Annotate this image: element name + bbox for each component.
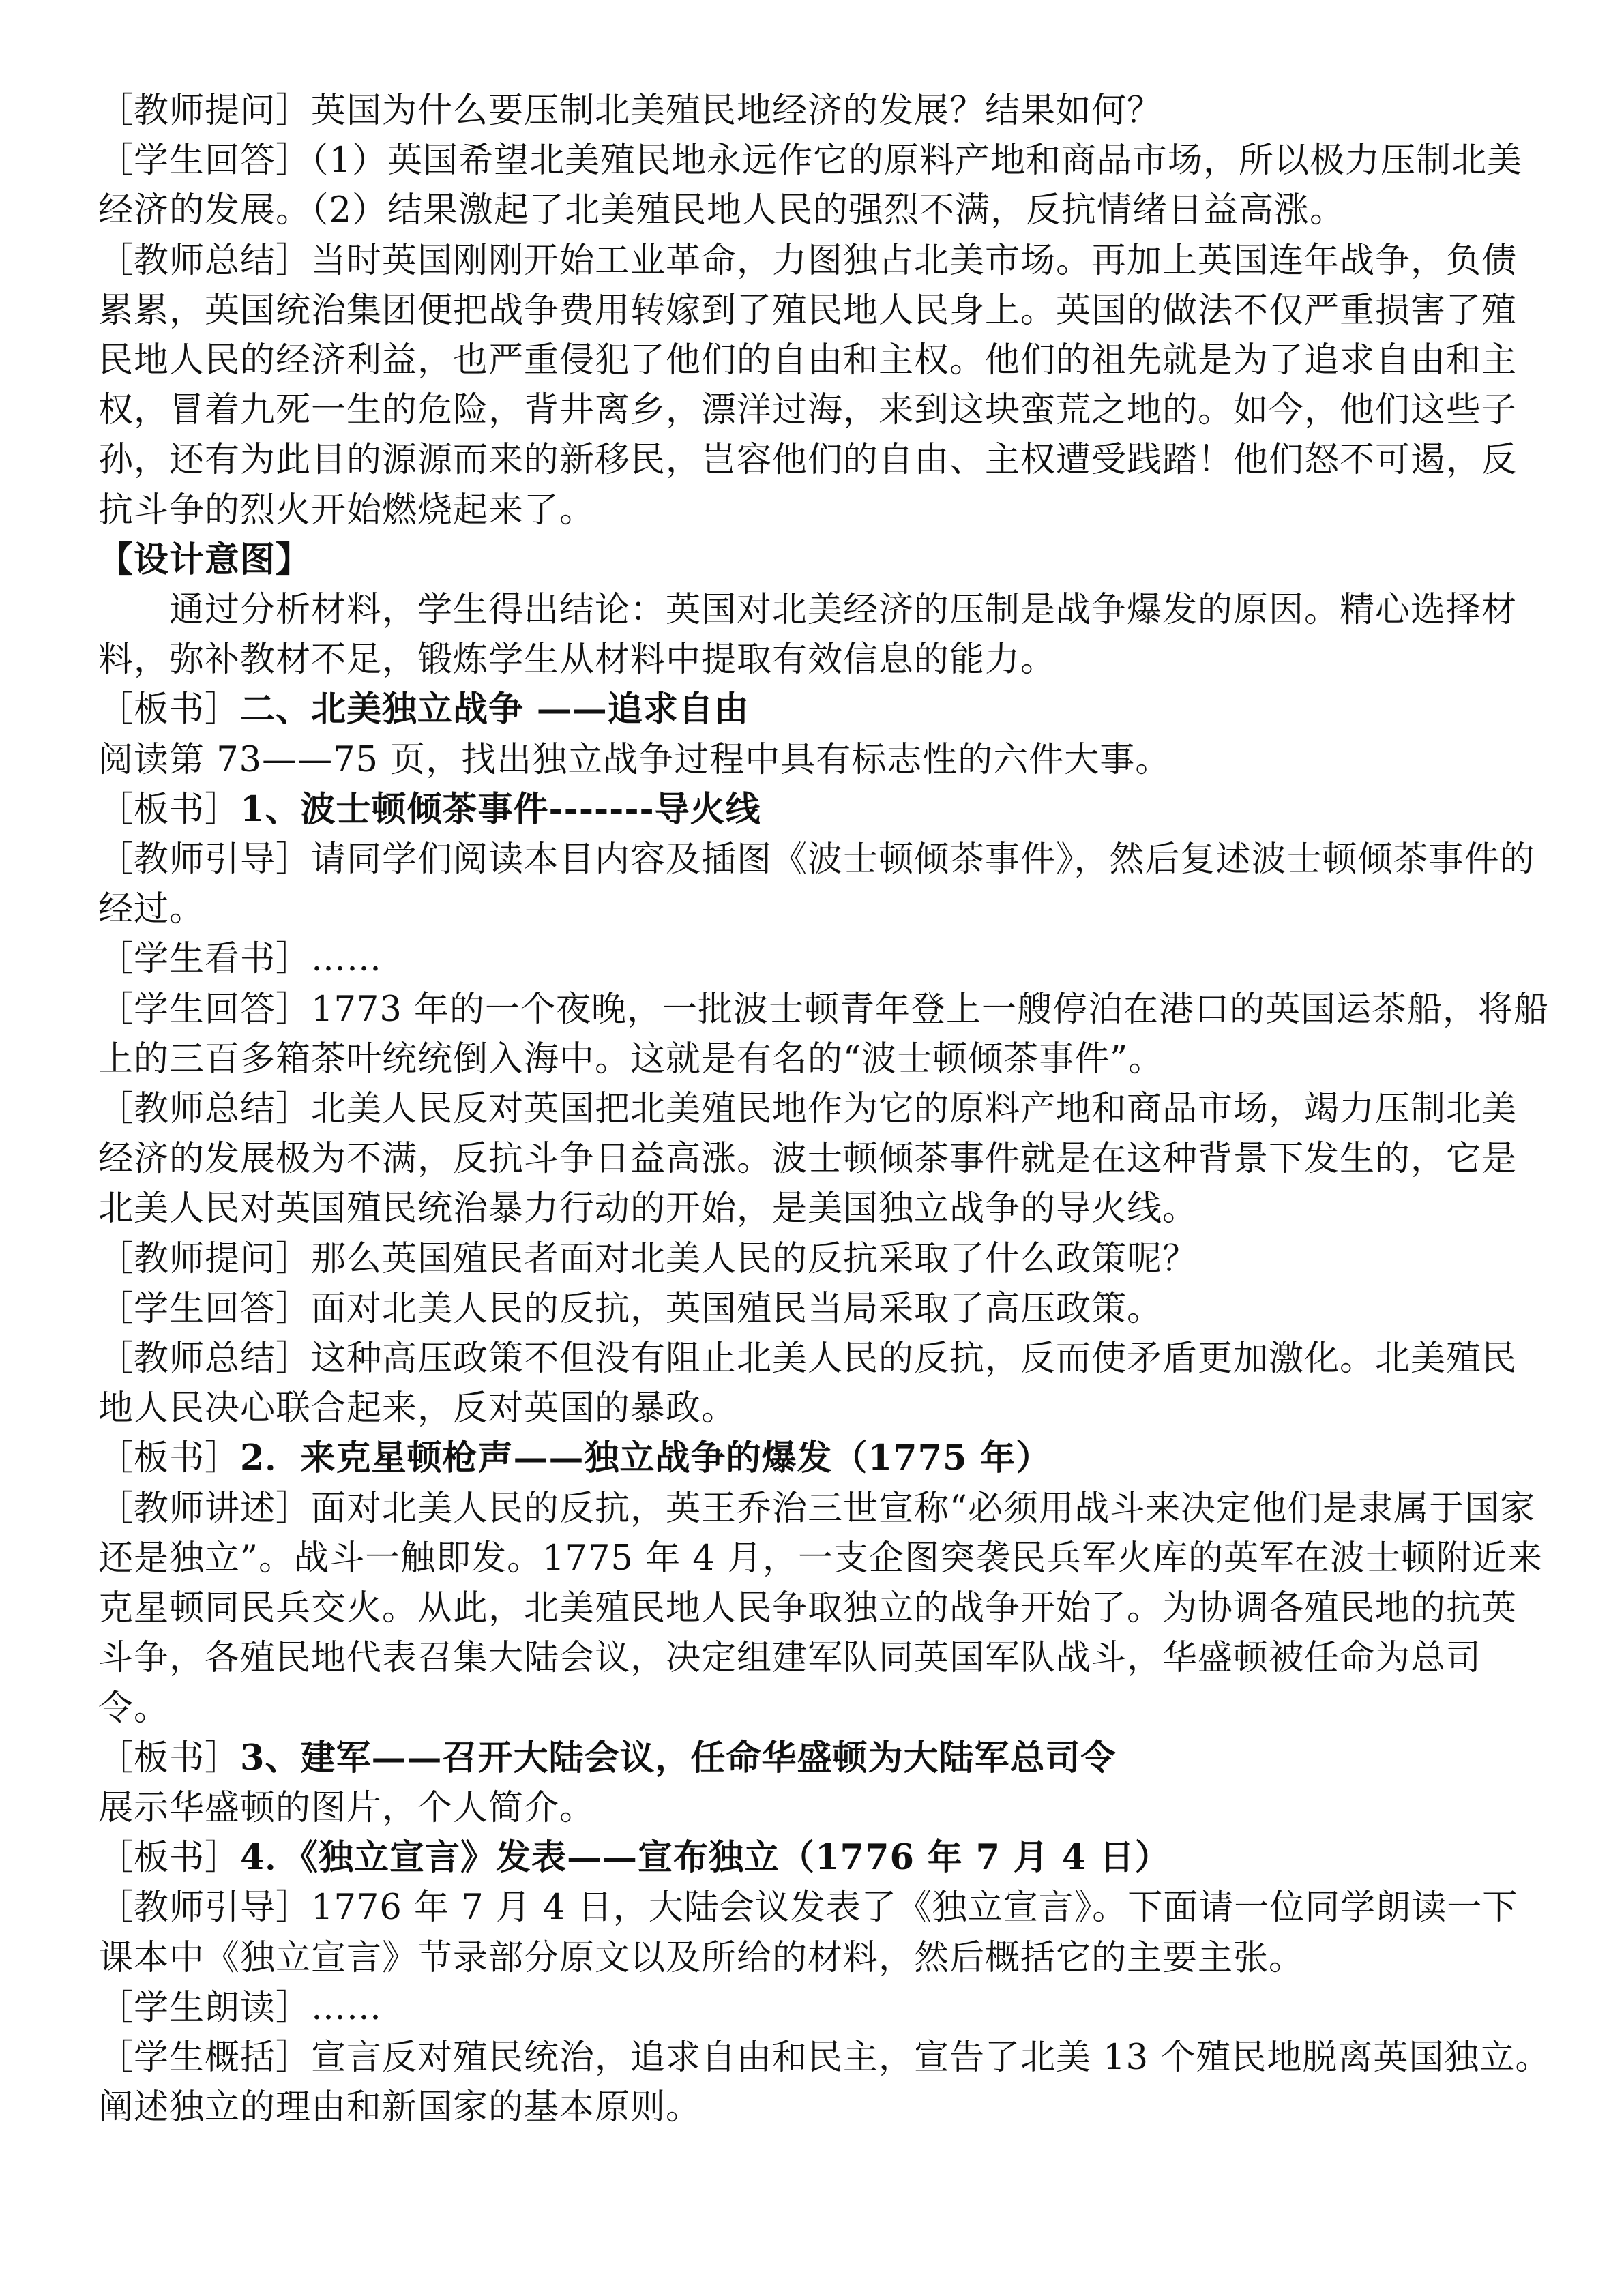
role-tag: ［教师总结］ <box>98 1339 312 1380</box>
paragraph-text: 那么英国殖民者面对北美人民的反抗采取了什么政策呢？ <box>311 1238 1198 1279</box>
paragraph-text: （1）英国希望北美殖民地永远作它的原料产地和商品市场，所以极力压制北美经济的发展。（2）结果激起了北美殖民地人民的强烈不满，反抗情绪日益高涨。 <box>98 140 1522 231</box>
role-tag: ［板书］ <box>98 689 241 730</box>
board-note-lexington <box>98 1433 1551 1483</box>
student-summary <box>98 2033 1551 2132</box>
student-reading-aloud <box>98 1983 1551 2033</box>
paragraph-text: 英国为什么要压制北美殖民地经济的发展？结果如何？ <box>311 91 1163 131</box>
paragraph-text: 北美人民反对英国把北美殖民地作为它的原料产地和商品市场，竭力压制北美经济的发展极为不满，反抗斗争日益高涨。波士顿倾茶事件就是在这种背景下发生的，它是北美人民对英国殖民统治暴力行动的开始，是美国独立战争的导火线。 <box>98 1089 1518 1229</box>
teacher-summary-2 <box>98 1084 1551 1234</box>
board-heading: 2．来克星顿枪声——独立战争的爆发（1775 年） <box>240 1437 1052 1479</box>
role-tag: ［教师总结］ <box>98 240 312 281</box>
role-tag: ［学生朗读］ <box>98 1987 312 2028</box>
paragraph-text: …… <box>311 939 383 980</box>
role-tag: ［板书］ <box>98 1438 241 1479</box>
student-reading-book <box>98 934 1551 984</box>
role-tag: ［板书］ <box>98 1838 241 1879</box>
design-intent-heading: 【设计意图】 <box>98 539 312 580</box>
paragraph-text: 当时英国刚刚开始工业革命，力图独占北美市场。再加上英国连年战争，负债累累，英国统治集团便把战争费用转嫁到了殖民地人民身上。英国的做法不仅严重损害了殖民地人民的经济利益，也严重侵犯了他们的自由和主权。他们的祖先就是为了追求自由和主权，冒着九死一生的危险，背井离乡，漂洋过海，来到这块蛮荒之地的。如今，他们这些子孙，还有为此目的源源而来的新移民，岂容他们的自由、主权遭受践踏！他们怒不可遏，反抗斗争的烈火开始燃烧起来了。 <box>98 240 1518 531</box>
teacher-narration <box>98 1484 1551 1733</box>
document-body <box>98 86 1551 2132</box>
role-tag: ［教师总结］ <box>98 1089 312 1130</box>
role-tag: ［学生回答］ <box>98 1288 312 1329</box>
role-tag: ［学生回答］ <box>98 989 312 1030</box>
board-note-boston <box>98 785 1551 835</box>
student-answer-3 <box>98 1284 1551 1334</box>
board-heading: 3、建军——召开大陆会议，任命华盛顿为大陆军总司令 <box>240 1737 1117 1778</box>
role-tag: ［学生看书］ <box>98 939 312 980</box>
role-tag: ［板书］ <box>98 789 241 830</box>
paragraph-text: 1776 年 7 月 4 日，大陆会议发表了《独立宣言》。下面请一位同学朗读一下课本中《独立宣言》节录部分原文以及所给的材料，然后概括它的主要主张。 <box>98 1888 1518 1978</box>
board-note-army <box>98 1733 1551 1783</box>
teacher-question-1 <box>98 86 1551 136</box>
role-tag: ［教师讲述］ <box>98 1488 312 1529</box>
paragraph-text: 请同学们阅读本目内容及插图《波士顿倾茶事件》，然后复述波士顿倾茶事件的经过。 <box>98 839 1535 930</box>
teacher-question-2 <box>98 1234 1551 1284</box>
reading-instruction: 阅读第 73——75 页，找出独立战争过程中具有标志性的六件大事。 <box>98 739 1171 780</box>
teacher-summary-1 <box>98 236 1551 535</box>
role-tag: ［教师引导］ <box>98 839 312 880</box>
student-answer-2 <box>98 985 1551 1084</box>
paragraph-text: 宣言反对殖民统治，追求自由和民主，宣告了北美 13 个殖民地脱离英国独立。阐述独立的理由和新国家的基本原则。 <box>98 2037 1551 2128</box>
paragraph-text: 面对北美人民的反抗，英王乔治三世宣称“必须用战斗来决定他们是隶属于国家还是独立”。战斗一触即发。1775 年 4 月，一支企图突袭民兵军火库的英军在波士顿附近来克星顿同民兵交火。从此，北美殖民地人民争取独立的战争开始了。为协调各殖民地的抗英斗争，各殖民地代表召集大陆会议，决定组建军队同英国军队战斗，华盛顿被任命为总司令。 <box>98 1488 1543 1729</box>
role-tag: ［板书］ <box>98 1738 241 1778</box>
role-tag: ［学生回答］ <box>98 140 312 181</box>
role-tag: ［教师引导］ <box>98 1888 312 1928</box>
role-tag: ［学生概括］ <box>98 2037 312 2078</box>
teacher-guide-1 <box>98 835 1551 934</box>
board-note-2 <box>98 685 1551 734</box>
washington-intro: 展示华盛顿的图片，个人简介。 <box>98 1787 595 1828</box>
board-heading: 4．《独立宣言》发表——宣布独立（1776 年 7 月 4 日） <box>240 1837 1170 1879</box>
paragraph-text: 这种高压政策不但没有阻止北美人民的反抗，反而使矛盾更加激化。北美殖民地人民决心联合起来，反对英国的暴政。 <box>98 1339 1518 1429</box>
paragraph-text: 1773 年的一个夜晚，一批波士顿青年登上一艘停泊在港口的英国运茶船，将船上的三百多箱茶叶统统倒入海中。这就是有名的“波士顿倾茶事件”。 <box>98 989 1550 1079</box>
student-answer-1 <box>98 136 1551 235</box>
role-tag: ［教师提问］ <box>98 91 312 131</box>
board-heading: 1、波士顿倾茶事件-------导火线 <box>240 788 761 830</box>
teacher-guide-2 <box>98 1883 1551 1982</box>
design-intent-text: 通过分析材料，学生得出结论：英国对北美经济的压制是战争爆发的原因。精心选择材料，弥补教材不足，锻炼学生从材料中提取有效信息的能力。 <box>98 590 1518 681</box>
teacher-summary-3 <box>98 1334 1551 1433</box>
board-heading: 二、北美独立战争 ——追求自由 <box>240 689 750 730</box>
paragraph-text: 面对北美人民的反抗，英国殖民当局采取了高压政策。 <box>311 1288 1163 1329</box>
paragraph-text: …… <box>311 1987 383 2028</box>
board-note-declaration <box>98 1833 1551 1883</box>
role-tag: ［教师提问］ <box>98 1238 312 1279</box>
